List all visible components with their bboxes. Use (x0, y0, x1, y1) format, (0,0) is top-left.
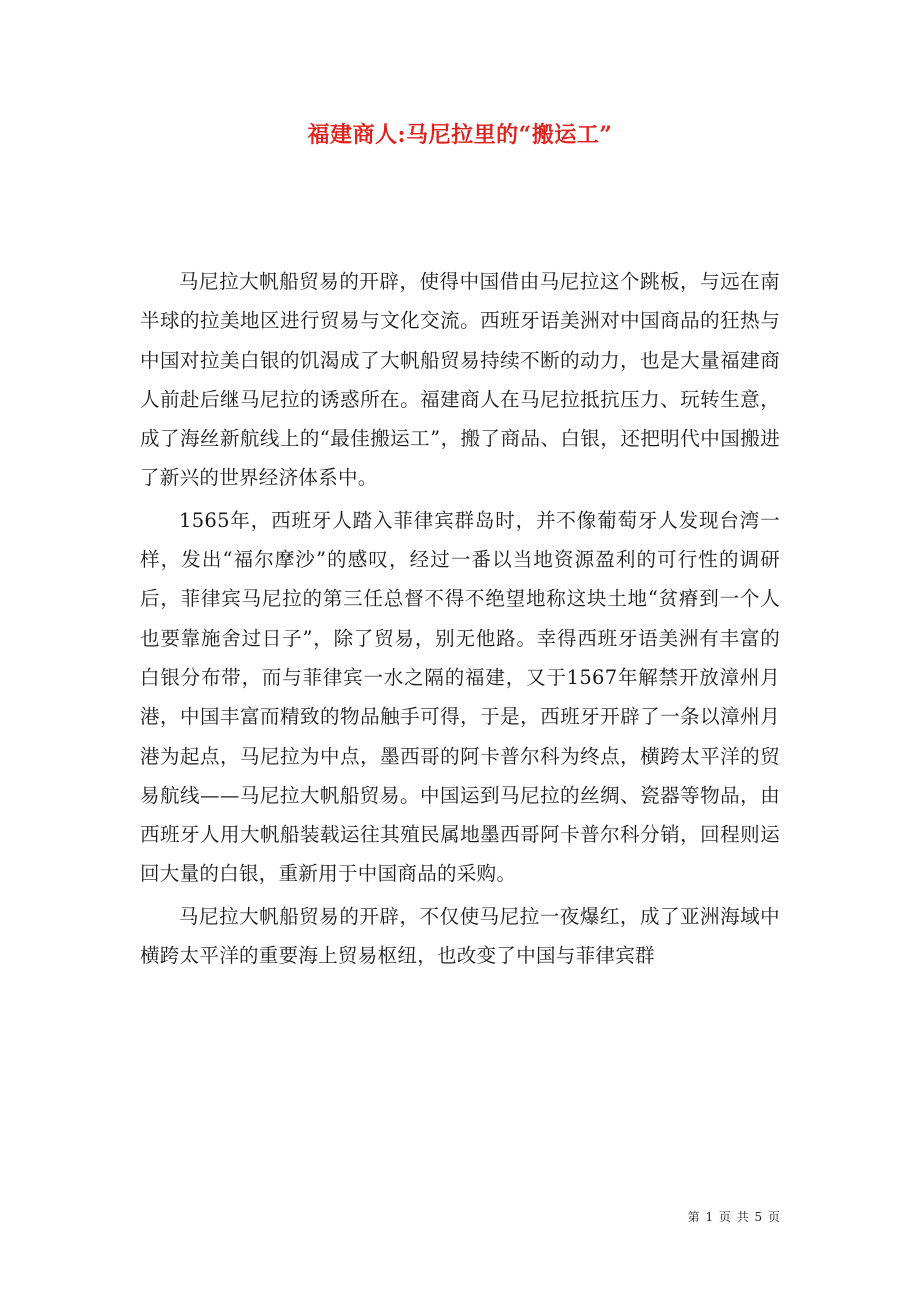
paragraph-1: 马尼拉大帆船贸易的开辟，使得中国借由马尼拉这个跳板，与远在南半球的拉美地区进行贸易与文化交流。西班牙语美洲对中国商品的狂热与中国对拉美白银的饥渴成了大帆船贸易持续不断的动力，也是大量福建商人前赴后继马尼拉的诱惑所在。福建商人在马尼拉抵抗压力、玩转生意，成了海丝新航线上的“最佳搬运工”，搬了商品、白银，还把明代中国搬进了新兴的世界经济体系中。 (140, 270, 780, 490)
page-number-footer: 第 1 页 共 5 页 (687, 1210, 781, 1224)
document-title: 福建商人:马尼拉里的“搬运工” (307, 122, 613, 148)
paragraph-2: 1565年，西班牙人踏入菲律宾群岛时，并不像葡萄牙人发现台湾一样，发出“福尔摩沙”的感叹，经过一番以当地资源盈利的可行性的调研后，菲律宾马尼拉的第三任总督不得不绝望地称这块土地“贫瘠到一个人也要靠施舍过日子”，除了贸易，别无他路。幸得西班牙语美洲有丰富的白银分布带，而与菲律宾一水之隔的福建，又于1567年解禁开放漳州月港，中国丰富而精致的物品触手可得，于是，西班牙开辟了一条以漳州月港为起点，马尼拉为中点，墨西哥的阿卡普尔科为终点，横跨太平洋的贸易航线——马尼拉大帆船贸易。中国运到马尼拉的丝绸、瓷器等物品，由西班牙人用大帆船装载运往其殖民属地墨西哥阿卡普尔科分销，回程则运回大量的白银，重新用于中国商品的采购。 (140, 508, 780, 886)
paragraph-3: 马尼拉大帆船贸易的开辟，不仅使马尼拉一夜爆红，成了亚洲海域中横跨太平洋的重要海上贸易枢纽，也改变了中国与菲律宾群 (140, 904, 780, 968)
document-body (140, 262, 780, 978)
